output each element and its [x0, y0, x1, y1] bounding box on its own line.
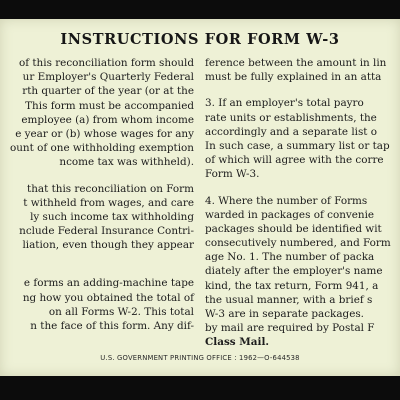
left-line: rth quarter of the year (or at the — [22, 85, 194, 98]
right-line: consecutively numbered, and Form — [205, 237, 391, 250]
paragraph-gap — [0, 252, 194, 264]
right-line: In such case, a summary list or tap — [205, 139, 390, 152]
right-line: packages should be identified wit — [205, 222, 382, 235]
left-line: ur Employer's Quarterly Federal — [22, 71, 194, 84]
form-card — [0, 19, 400, 376]
left-line: e forms an adding-machine tape — [23, 277, 194, 290]
left-line: on all Forms W-2. This total — [48, 305, 194, 318]
paragraph-gap — [0, 264, 194, 276]
left-line: employee (a) from whom income — [21, 113, 194, 126]
left-line: This form must be accompanied — [25, 99, 194, 112]
right-line: ference between the amount in lin — [205, 57, 387, 69]
left-line: ount of one withholding exemption — [9, 142, 194, 155]
printing-office-footer: U.S. GOVERNMENT PRINTING OFFICE : 1962—O-644538 — [100, 354, 300, 362]
right-line: accordingly and a separate list o — [205, 125, 378, 138]
paragraph-gap — [205, 84, 400, 96]
left-line: liation, even though they appear — [22, 239, 194, 252]
right-line: Form W-3. — [205, 168, 260, 181]
left-line: that this reconciliation on Form — [27, 182, 194, 195]
paragraph-gap — [0, 170, 194, 182]
right-line: of which will agree with the corre — [205, 154, 384, 167]
right-line-last: Class Mail. — [205, 336, 270, 349]
left-line: of this reconciliation form should — [18, 57, 194, 69]
right-column — [205, 56, 400, 350]
left-line: ng how you obtained the total of — [22, 291, 194, 304]
right-line: kind, the tax return, Form 941, a — [205, 279, 379, 292]
right-line: must be fully explained in an atta — [205, 71, 382, 84]
right-line: age No. 1. The number of packa — [205, 251, 375, 264]
right-line: warded in packages of convenie — [205, 208, 375, 221]
right-line: 3. If an employer's total payro — [205, 97, 364, 110]
document-title: INSTRUCTIONS FOR FORM W-3 — [60, 31, 340, 48]
right-line: diately after the employer's name — [205, 265, 383, 278]
right-line: by mail are required by Postal F — [205, 322, 375, 335]
right-line: rate units or establishments, the — [205, 111, 377, 124]
left-line: e year or (b) whose wages for any — [15, 127, 194, 140]
left-line: t withheld from wages, and care — [23, 196, 194, 209]
left-line: nclude Federal Insurance Contri- — [19, 225, 194, 238]
right-line: W-3 are in separate packages. — [205, 308, 364, 320]
left-line: n the face of this form. Any dif- — [30, 320, 194, 332]
paragraph-gap — [205, 182, 400, 194]
right-line: 4. Where the number of Forms — [205, 194, 368, 207]
right-line: the usual manner, with a brief s — [205, 293, 373, 306]
left-line: ly such income tax withholding — [30, 210, 194, 223]
left-line: ncome tax was withheld). — [59, 156, 194, 169]
left-column — [0, 56, 194, 333]
